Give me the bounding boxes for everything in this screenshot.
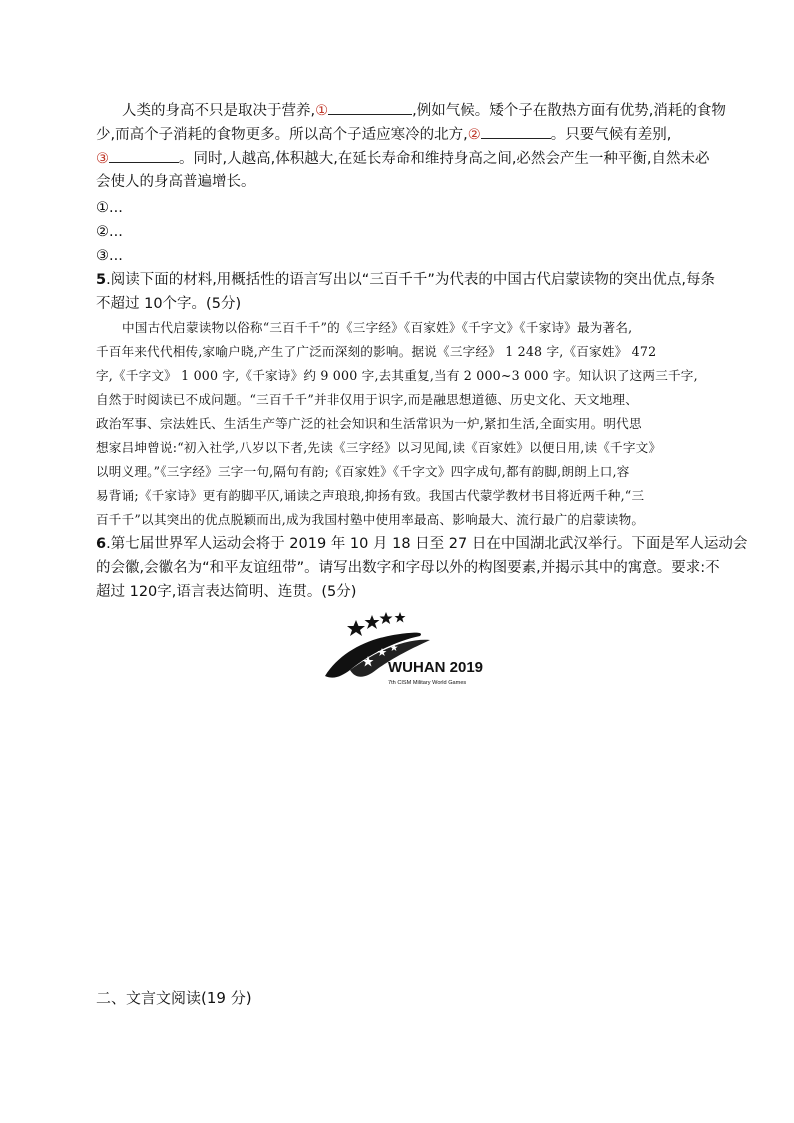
star-icon	[365, 615, 380, 629]
material-line-1: 中国古代启蒙读物以俗称“三百千千”的《三字经》《百家姓》《千字文》《千家诗》最为著名,	[122, 320, 633, 335]
material-line-6: 想家吕坤曾说:“初入社学,八岁以下者,先读《三字经》以习见闻,读《百家姓》以便日用,读《千字文》	[96, 440, 662, 455]
blank-marker-1: ①	[315, 103, 329, 119]
emblem-subtitle: 7th CISM Military World Games	[388, 680, 467, 686]
question-6-line-2: 的会徽,会徽名为“和平友谊纽带”。请写出数字和字母以外的构图要素,并揭示其中的寓意。要求:不	[96, 560, 720, 576]
material-line-9: 百千千”以其突出的优点脱颖而出,成为我国村塾中使用率最高、影响最大、流行最广的启蒙读物。	[96, 512, 645, 527]
material-line-7: 以明义理。”《三字经》三字一句,隔句有韵;《百家姓》《千字文》四字成句,都有韵脚,朗朗上口,容	[96, 464, 630, 479]
answer-blank-1[interactable]	[328, 100, 412, 115]
answer-line-1: ①...	[96, 200, 123, 216]
question-5-line-1: 5.阅读下面的材料,用概括性的语言写出以“三百千千”为代表的中国古代启蒙读物的突出优点,每条	[96, 272, 715, 288]
emblem-ribbon-icon	[320, 610, 490, 692]
material-line-8: 易背诵;《千家诗》更有韵脚平仄,诵读之声琅琅,抑扬有致。我国古代蒙学教材书目将近两千种,“三	[96, 488, 645, 503]
question-6-line-1: 6.第七届世界军人运动会将于 2019 年 10 月 18 日至 27 日在中国湖北武汉举行。下面是军人运动会	[96, 536, 748, 552]
question-5-line-2: 不超过 10个字。(5分)	[96, 296, 242, 312]
material-line-2: 千百年来代代相传,家喻户晓,产生了广泛而深刻的影响。据说《三字经》 1 248 字,《百家姓》 472	[96, 344, 657, 359]
answer-blank-3[interactable]	[109, 148, 179, 163]
answer-line-2: ②...	[96, 224, 123, 240]
star-icon	[347, 620, 365, 636]
blank-marker-3: ③	[96, 151, 109, 167]
games-emblem	[320, 610, 490, 692]
question-number: 5	[96, 272, 107, 288]
section-heading: 二、文言文阅读(19 分)	[96, 989, 252, 1007]
passage-line-4: 会使人的身高普遍增长。	[96, 174, 256, 190]
emblem-title: WUHAN 2019	[388, 659, 484, 676]
answer-blank-2[interactable]	[481, 124, 551, 139]
star-icon	[395, 612, 406, 623]
passage-line-3: ③ 。同时,人越高,体积越大,在延长寿命和维持身高之间,必然会产生一种平衡,自然未必	[96, 148, 710, 169]
passage-line-1: 人类的身高不只是取决于营养,① ,例如气候。矮个子在散热方面有优势,消耗的食物	[122, 100, 726, 121]
blank-marker-2: ②	[467, 127, 481, 143]
passage-line-2: 少,而高个子消耗的食物更多。所以高个子适应寒冷的北方,② 。只要气候有差别,	[96, 124, 671, 145]
question-6-line-3: 超过 120字,语言表达简明、连贯。(5分)	[96, 584, 357, 600]
material-line-5: 政治军事、宗法姓氏、生活生产等广泛的社会知识和生活常识为一炉,紧扣生活,全面实用。明代思	[96, 416, 642, 431]
star-icon	[380, 612, 393, 624]
question-number: 6	[96, 536, 107, 552]
answer-line-3: ③...	[96, 248, 123, 264]
material-line-4: 自然于时阅读已不成问题。“三百千千”并非仅用于识字,而是融思想道德、历史文化、天文地理、	[96, 392, 639, 407]
material-line-3: 字,《千字文》 1 000 字,《千家诗》约 9 000 字,去其重复,当有 2 000~3 000 字。知认识了这两三千字,	[96, 368, 698, 383]
